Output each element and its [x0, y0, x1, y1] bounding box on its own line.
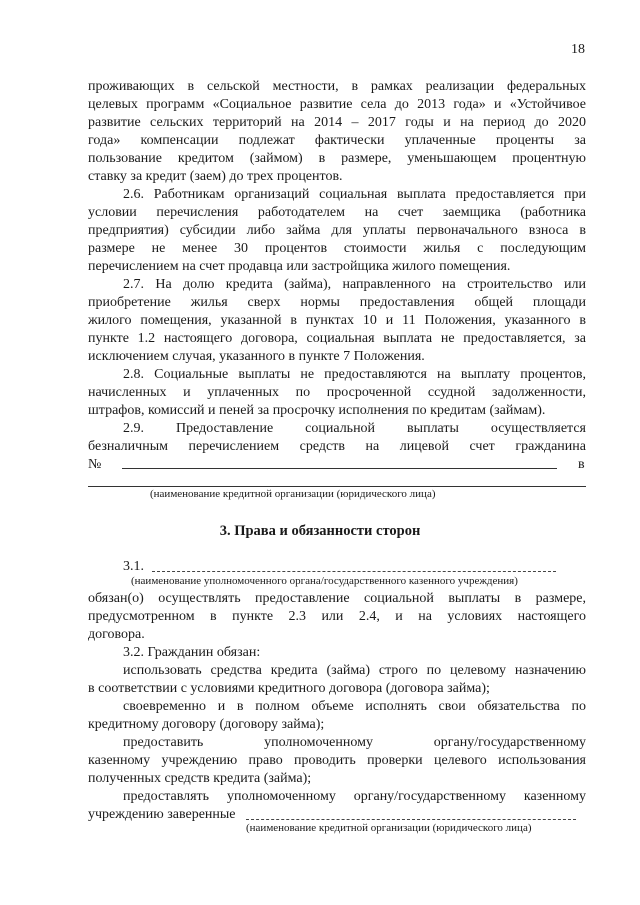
text-line: договора.	[88, 627, 145, 642]
text-line: размере не менее 30 процентов стоимости жилья с последующим	[88, 241, 586, 256]
text-line: ставку за кредит (заем) до трех процентов.	[88, 169, 343, 184]
text-line: полученных средств кредита (займа);	[88, 771, 312, 786]
text-line: перечислением на счет продавца или застройщика жилого помещения.	[88, 259, 511, 274]
text-line: проживающих в сельской местности, в рамках реализации федеральных	[88, 79, 586, 94]
text-line: жилого помещения, указанной в пунктах 10 и 11 Положения, указанного в	[88, 313, 586, 328]
text-line: пользование кредитом (займом) в размере, уменьшающем процентную	[88, 151, 586, 166]
clause-title: 3.2. Гражданин обязан:	[123, 645, 261, 660]
authority-name-line	[152, 571, 556, 572]
text-line: штрафов, комиссий и пеней за просрочку исполнения по кредитам (займам).	[88, 403, 546, 418]
text-line: использовать средства кредита (займа) строго по целевому назначению	[123, 663, 586, 678]
text-line: в соответствии с условиями кредитного договора (договора займа);	[88, 681, 490, 696]
text-line: предоставлять уполномоченному органу/государственному казенному	[123, 789, 586, 804]
in-word: в	[578, 457, 585, 472]
credit-org-caption: (наименование кредитной организации (юридического лица)	[150, 488, 436, 500]
text-line: целевых программ «Социальное развитие села до 2013 года» и «Устойчивое	[88, 97, 586, 112]
text-line: 2.8. Социальные выплаты не предоставляются на выплату процентов,	[123, 367, 586, 382]
text-line: 2.6. Работникам организаций социальная выплата предоставляется при	[123, 187, 586, 202]
text-line: предусмотренном в пункте 2.3 или 2.4, и на условиях настоящего	[88, 609, 586, 624]
text-line: обязан(о) осуществлять предоставление социальной выплаты в размере,	[88, 591, 586, 606]
text-line: 2.9. Предоставление социальной выплаты осуществляется	[123, 421, 586, 436]
text-line: своевременно и в полном объеме исполнять свои обязательства по	[123, 699, 586, 714]
account-number-line	[122, 468, 557, 469]
text-line: 2.7. На долю кредита (займа), направленного на строительство или	[123, 277, 586, 292]
text-line: казенному учреждению право проводить проверки целевого использования	[88, 753, 586, 768]
text-line: начисленных и уплаченных по просроченной ссудной задолженности,	[88, 385, 586, 400]
credit-org-caption-2: (наименование кредитной организации (юридического лица)	[246, 822, 532, 834]
credit-org-line-2	[246, 819, 576, 820]
text-line: развитие сельских территорий на 2014 – 2017 годы и на период до 2020	[88, 115, 586, 130]
credit-org-line	[88, 486, 586, 487]
text-line: исключением случая, указанного в пункте 7 Положения.	[88, 349, 425, 364]
text-line: предприятия) субсидии либо займа для уплаты первоначального взноса в	[88, 223, 586, 238]
page-number: 18	[571, 42, 585, 57]
section-title: 3. Права и обязанности сторон	[219, 523, 421, 539]
text-line: пункте 1.2 настоящего договора, социальная выплата не предоставляется, за	[88, 331, 586, 346]
text-line: условии перечисления работодателем на счет заемщика (работника	[88, 205, 586, 220]
text-line: кредитному договору (договору займа);	[88, 717, 325, 732]
clause-label: 3.1.	[123, 559, 144, 574]
text-line: предоставить уполномоченному органу/государственному	[123, 735, 586, 750]
authority-caption: (наименование уполномоченного органа/государственного казенного учреждения)	[131, 575, 518, 587]
text-line: учреждению заверенные	[88, 807, 236, 822]
text-line: приобретение жилья сверх нормы предоставления общей площади	[88, 295, 586, 310]
text-line: года» компенсации подлежат фактически уплаченные проценты за	[88, 133, 586, 148]
text-line: безналичным перечислением средств на лицевой счет гражданина	[88, 439, 586, 454]
number-sign: №	[88, 457, 102, 472]
